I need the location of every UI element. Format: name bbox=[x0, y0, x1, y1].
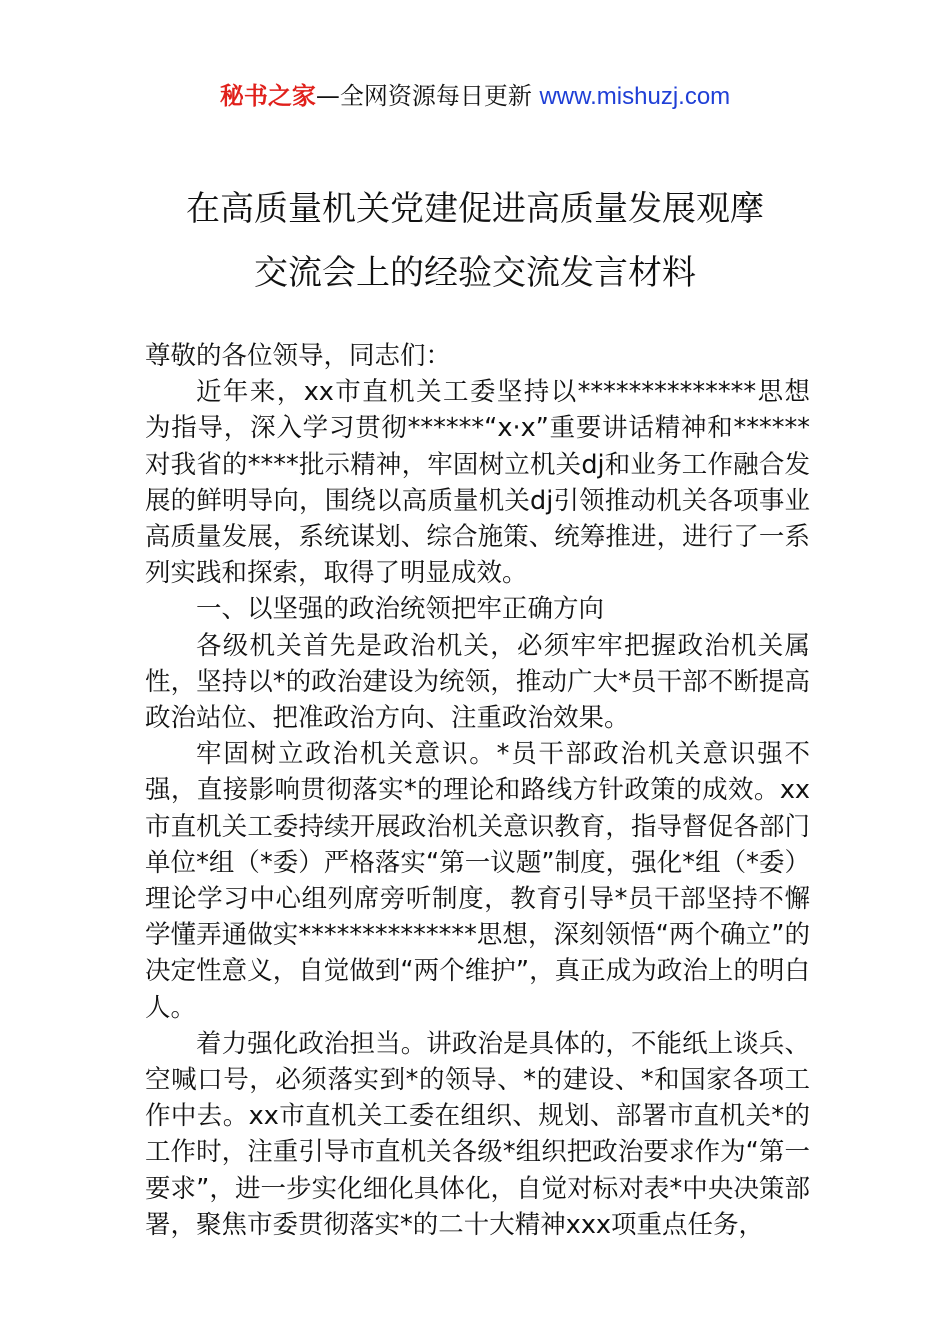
section-heading-1: 一、以坚强的政治统领把牢正确方向 bbox=[196, 594, 605, 625]
site-banner bbox=[0, 80, 950, 113]
site-url-link[interactable]: www.mishuzj.com bbox=[539, 83, 731, 110]
paragraph-intro: 近年来，xx市直机关工委坚持以**************思想为指导，深入学习贯彻******“x·x”重要讲话精神和******对我省的****批示精神，牢固树立机关dj和业务工作融合发展的鲜明导向，围绕以高质量机关dj引领推动机关各项事业高质量发展，系统谋划、综合施策、统筹推进，进行了一系列实践和探索，取得了明显成效。 bbox=[145, 377, 810, 589]
brand-name: 秘书之家 bbox=[219, 82, 316, 110]
paragraph-section-1-intro: 各级机关首先是政治机关，必须牢牢把握政治机关属性，坚持以*的政治建设为统领，推动广大*员干部不断提高政治站位、把准政治方向、注重政治效果。 bbox=[145, 630, 810, 734]
salutation: 尊敬的各位领导，同志们： bbox=[145, 341, 452, 371]
banner-tagline: —全网资源每日更新 bbox=[315, 82, 540, 110]
title-line-1: 在高质量机关党建促进高质量发展观摩 bbox=[186, 189, 764, 229]
paragraph-political-awareness: 牢固树立政治机关意识。*员干部政治机关意识强不强，直接影响贯彻落实*的理论和路线方针政策的成效。xx市直机关工委持续开展政治机关意识教育，指导督促各部门单位*组（*委）严格落实“第一议题”制度，强化*组（*委）理论学习中心组列席旁听制度，教育引导*员干部坚持不懈学懂弄通做实**************思想，深刻领悟“两个确立”的决定性意义，自觉做到“两个维护”，真正成为政治上的明白人。 bbox=[145, 739, 810, 1023]
title-line-2: 交流会上的经验交流发言材料 bbox=[254, 253, 696, 293]
document-body bbox=[145, 338, 810, 1243]
document-title bbox=[0, 177, 950, 305]
paragraph-political-responsibility: 着力强化政治担当。讲政治是具体的，不能纸上谈兵、空喊口号，必须落实到*的领导、*的建设、*和国家各项工作中去。xx市直机关工委在组织、规划、部署市直机关*的工作时，注重引导市直机关各级*组织把政治要求作为“第一要求”，进一步实化细化具体化，自觉对标对表*中央决策部署，聚焦市委贯彻落实*的二十大精神xxx项重点任务， bbox=[145, 1028, 810, 1240]
